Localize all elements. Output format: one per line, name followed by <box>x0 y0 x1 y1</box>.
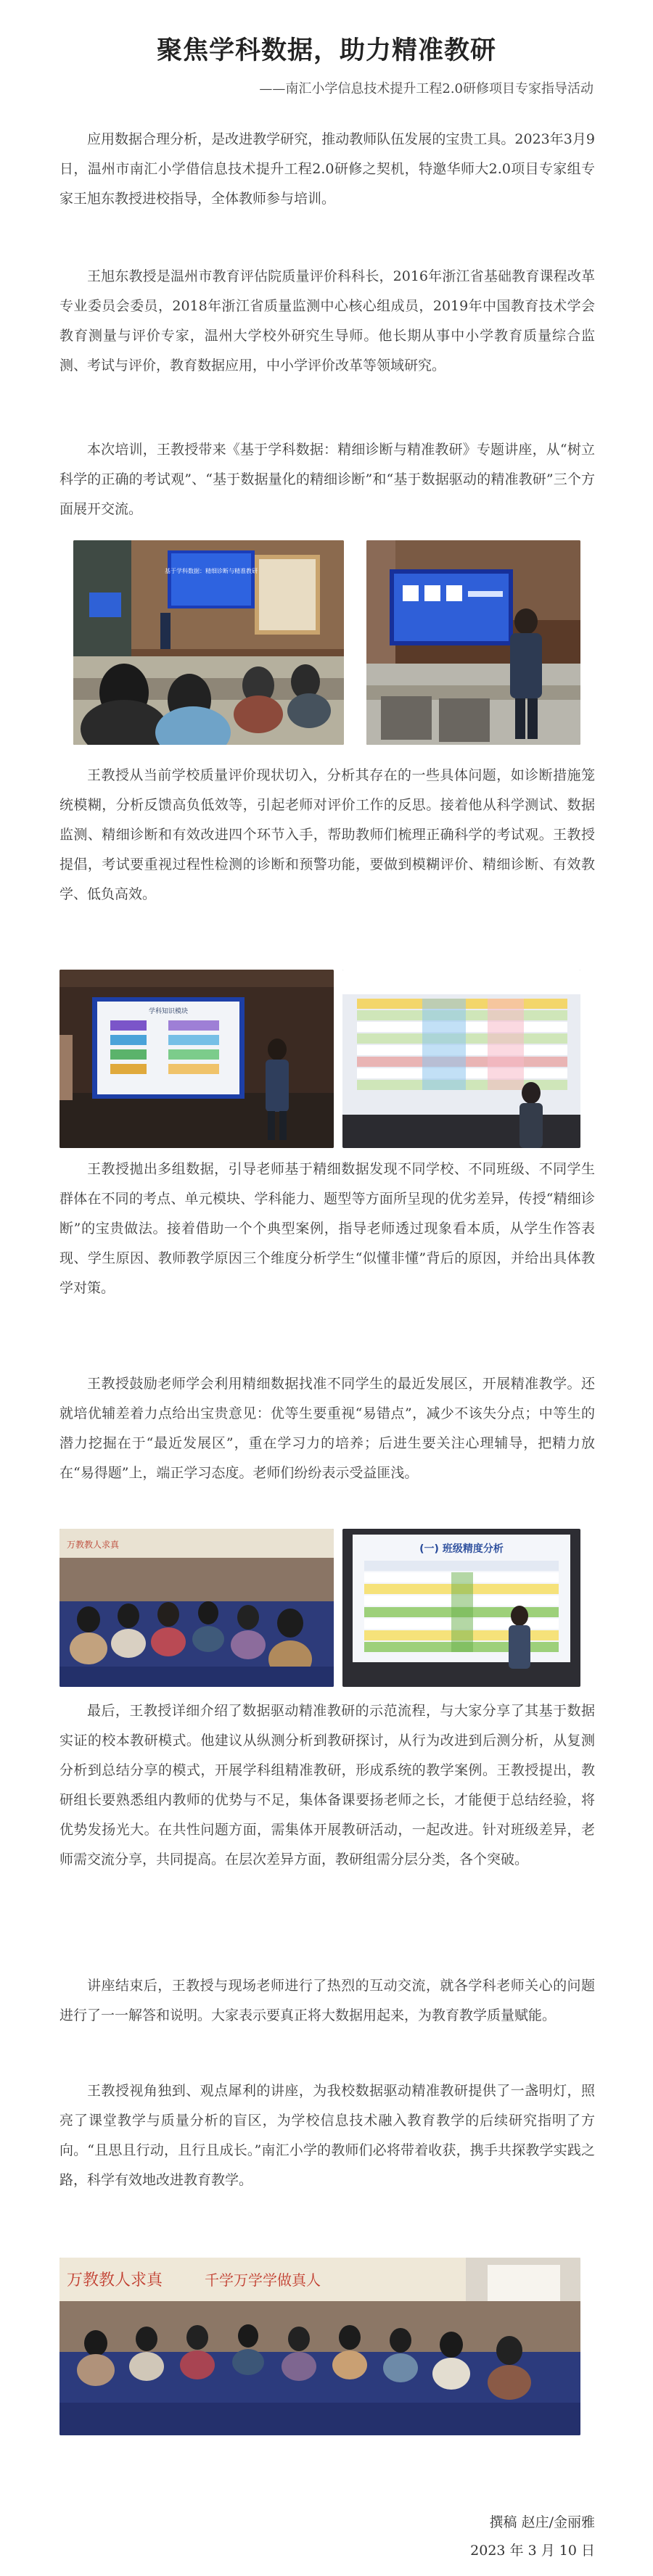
credit-author: 撰稿 赵庄/金丽雅 <box>489 2514 595 2530</box>
paragraph-evaluation-status: 王教授从当前学校质量评价现状切入，分析其存在的一些具体问题，如诊断措施笼统模糊，分析反馈高负低效等，引起老师对评价工作的反思。接着他从科学测试、数据监测、精细诊断和有效改进四个环节入手，帮助教师们梳理正确科学的考试观。王教授提倡，考试要重视过程性检测的诊断和预警功能，要做到模糊评价、精细诊断、有效教学、低负高效。 <box>59 767 595 902</box>
photo-lecture-audience <box>73 540 344 745</box>
paragraph-research-model: 最后，王教授详细介绍了数据驱动精准教研的示范流程，与大家分享了其基于数据实证的校本教研模式。他建议从纵测分析到教研探讨，从行为改进到后测分析，从复测分析到总结分享的模式，开展学科组精准教研，形成系统的教学案例。王教授提出，教研组长要熟悉组内教师的优势与不足，集体备课要扬老师之长，才能便于总结经验，将优势发扬光大。在共性问题方面，需集体开展教研活动，一起改进。针对班级差异，老师需交流分享，共同提高。在层次差异方面，教研组需分层分类，各个突破。 <box>59 1703 595 1867</box>
paragraph-interaction: 讲座结束后，王教授与现场老师进行了热烈的互动交流，就各学科老师关心的问题进行了一一解答和说明。大家表示要真正将大数据用起来，为教育教学质量赋能。 <box>59 1978 595 2023</box>
group-banner-left-text: 万教教人求真 <box>67 2271 163 2290</box>
banner-left-text: 万教教人求真 <box>67 1540 120 1550</box>
article-subtitle: ——南汇小学信息技术提升工程2.0研修项目专家指导活动 <box>259 81 594 96</box>
photo-professor-speaking <box>366 540 580 745</box>
paragraph-conclusion: 王教授视角独到、观点犀利的讲座，为我校数据驱动精准教研提供了一盏明灯，照亮了课堂教学与质量分析的盲区，为学校信息技术融入教育教学的后续研究指明了方向。“且思且行动，且行且成长。”南汇小学的教师们必将带着收获，携手共探教学实践之路，科学有效地改进教育教学。 <box>59 2083 595 2188</box>
screen-title-text: 基于学科数据：精细诊断与精准教研 <box>165 568 258 574</box>
photo-teachers-listening <box>59 1529 334 1687</box>
slide-heading-text: (一) 班级精度分析 <box>419 1543 504 1555</box>
paragraph-development-zone: 王教授鼓励老师学会利用精细数据找准不同学生的最近发展区，开展精准教学。还就培优辅差着力点给出宝贵意见：优等生要重视“易错点”，减少不该失分点；中等生的潜力挖掘在于“最近发展区”，重在学习力的培养；后进生要关注心理辅导，把精力放在“易得题”上，端正学习态度。老师们纷纷表示受益匪浅。 <box>59 1376 595 1481</box>
paragraph-lecture-topic: 本次培训，王教授带来《基于学科数据：精细诊断与精准教研》专题讲座，从“树立科学的正确的考试观”、“基于数据量化的精细诊断”和“基于数据驱动的精准教研”三个方面展开交流。 <box>59 442 595 517</box>
photo-group-audience <box>59 2258 580 2435</box>
paragraph-expert-bio: 王旭东教授是温州市教育评估院质量评价科科长，2016年浙江省基础教育课程改革专业委员会委员，2018年浙江省质量监测中心核心组成员，2019年中国教育技术学会教育测量与评价专家，温州大学校外研究生导师。他长期从事中小学教育质量综合监测、考试与评价，教育数据应用，中小学评价改革等领域研究。 <box>59 268 595 373</box>
paragraph-intro: 应用数据合理分析，是改进教学研究，推动教师队伍发展的宝贵工具。2023年3月9日，温州市南汇小学借信息技术提升工程2.0研修之契机，特邀华师大2.0项目专家组专家王旭东教授进校指导，全体教师参与培训。 <box>59 131 595 207</box>
paragraph-data-analysis: 王教授拋出多组数据，引导老师基于精细数据发现不同学校、不同班级、不同学生群体在不同的考点、单元模块、学科能力、题型等方面所呈现的优劣差异，传授“精细诊断”的宝贵做法。接着借助一个个典型案例，指导老师透过现象看本质，从学生作答表现、学生原因、教师教学原因三个维度分析学生“似懂非懂”背后的原因，并给出具体教学对策。 <box>59 1161 595 1296</box>
article-title: 聚焦学科数据，助力精准教研 <box>156 36 496 65</box>
photo-class-accuracy-slide <box>342 1529 580 1687</box>
credit-date: 2023 年 3 月 10 日 <box>470 2543 595 2559</box>
photo-slide-data-table <box>342 970 580 1148</box>
photo-slide-diagram <box>59 970 334 1148</box>
slide-subject-text: 学科知识模块 <box>148 1008 189 1015</box>
group-banner-right-text: 千学万学学做真人 <box>205 2271 321 2289</box>
